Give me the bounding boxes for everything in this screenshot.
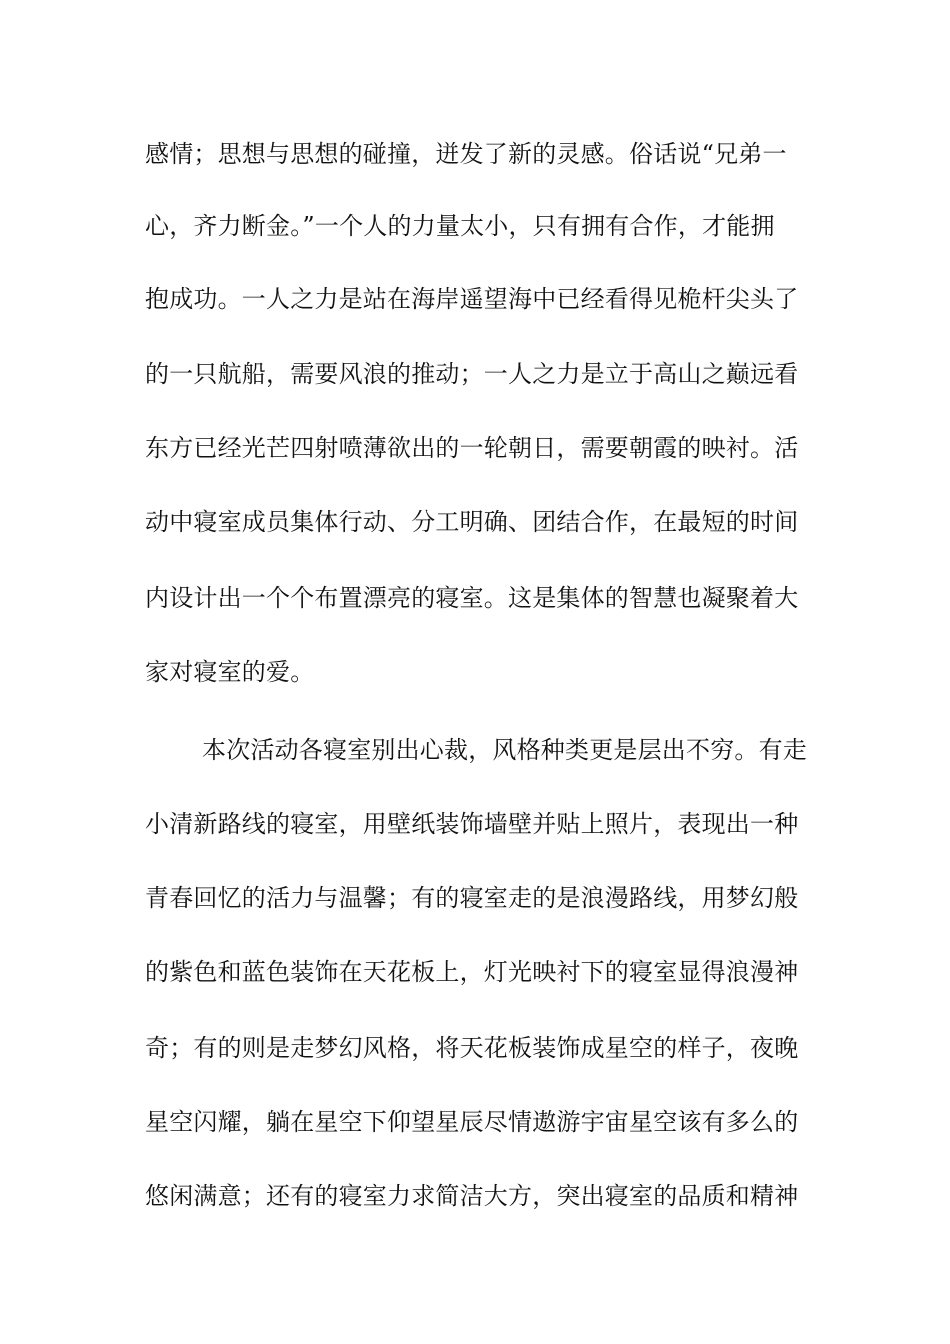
paragraph-1-line-5: 东方已经光芒四射喷薄欲出的一轮朝日，需要朝霞的映衬。活 [145, 434, 799, 462]
paragraph-2-line-3: 青春回忆的活力与温馨；有的寝室走的是浪漫路线，用梦幻般 [145, 884, 799, 912]
paragraph-2-line-7: 悠闲满意；还有的寝室力求简洁大方，突出寝室的品质和精神 [145, 1182, 799, 1210]
paragraph-2-line-2: 小清新路线的寝室，用壁纸装饰墙壁并贴上照片，表现出一种 [145, 810, 799, 838]
paragraph-1-line-6: 动中寝室成员集体行动、分工明确、团结合作，在最短的时间 [145, 508, 799, 536]
paragraph-2-line-1: 本次活动各寝室别出心裁，风格种类更是层出不穷。有走 [202, 736, 807, 764]
paragraph-2-line-6: 星空闪耀，躺在星空下仰望星辰尽情遨游宇宙星空该有多么的 [145, 1108, 799, 1136]
paragraph-1-line-3: 抱成功。一人之力是站在海岸遥望海中已经看得见桅杆尖头了 [145, 285, 799, 313]
paragraph-1-line-4: 的一只航船，需要风浪的推动；一人之力是立于高山之巅远看 [145, 360, 799, 388]
paragraph-1-line-7: 内设计出一个个布置漂亮的寝室。这是集体的智慧也凝聚着大 [145, 584, 799, 612]
paragraph-2-line-5: 奇；有的则是走梦幻风格，将天花板装饰成星空的样子，夜晚 [145, 1034, 799, 1062]
paragraph-1-line-8: 家对寝室的爱。 [145, 658, 315, 686]
paragraph-2-line-4: 的紫色和蓝色装饰在天花板上，灯光映衬下的寝室显得浪漫神 [145, 958, 799, 986]
paragraph-1-line-2: 心，齐力断金。”一个人的力量太小，只有拥有合作，才能拥 [145, 212, 775, 240]
paragraph-1-line-1: 感情；思想与思想的碰撞，迸发了新的灵感。俗话说“兄弟一 [145, 140, 787, 168]
